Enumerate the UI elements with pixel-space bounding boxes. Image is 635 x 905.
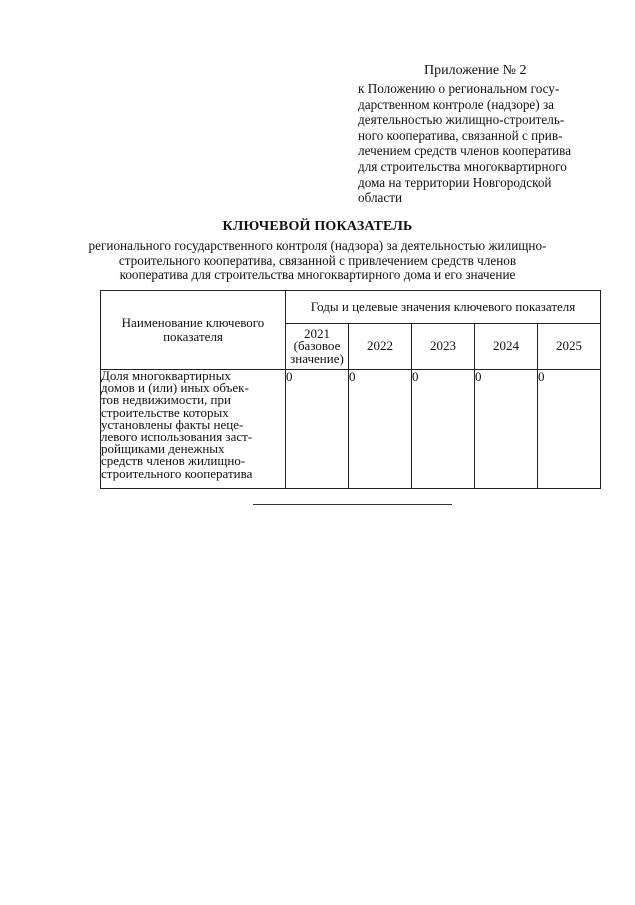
appendix-line: к Положению о региональном госу- (358, 81, 560, 96)
value-2022: 0 (349, 370, 412, 489)
appendix-line: ного кооператива, связанной с прив- (358, 127, 563, 143)
key-indicator-table (100, 290, 601, 489)
year-header-2025: 2025 (538, 324, 601, 370)
indicator-name-line: установлены факты неце- (101, 416, 244, 432)
document-title: КЛЮЧЕВОЙ ПОКАЗАТЕЛЬ (222, 219, 413, 234)
indicator-name-line: средств членов жилищно- (101, 453, 246, 469)
value-2023: 0 (412, 370, 475, 489)
table-row (101, 370, 601, 489)
appendix-line: для строительства многоквартирного (358, 158, 567, 174)
year-header-2024: 2024 (475, 324, 538, 370)
base-year-note: (базовое (293, 338, 341, 354)
subtitle-line: регионального государственного контроля (надзора) за деятельностью жилищно- (88, 238, 547, 253)
year-header-2022: 2022 (349, 324, 412, 370)
value-2025: 0 (538, 370, 601, 489)
indicator-name-line: строительного кооператива (101, 465, 253, 481)
years-group-header: Годы и целевые значения ключевого показателя (286, 291, 601, 324)
appendix-line: деятельностью жилищно-строитель- (358, 112, 565, 128)
appendix-line: дома на территории Новгородской (358, 174, 552, 190)
appendix-line: лечением средств членов кооператива (358, 143, 572, 159)
appendix-line: дарственном контроле (надзоре) за (358, 96, 555, 112)
indicator-name-line: левого использования заст- (101, 429, 253, 445)
indicator-name-line: ройщиками денежных (101, 441, 225, 457)
indicator-name-line: тов недвижимости, при (101, 392, 231, 408)
indicator-name-line: домов и (или) иных объек- (101, 380, 249, 396)
year-header-2023: 2023 (412, 324, 475, 370)
indicator-name-cell (101, 370, 286, 489)
document-subtitle (0, 239, 635, 283)
indicator-name-header: Наименование ключевого показателя (101, 291, 286, 370)
subtitle-line: кооператива для строительства многоквартирного дома и его значение (119, 267, 516, 282)
base-year-note: значение) (290, 350, 344, 366)
base-year-header (286, 324, 349, 370)
base-year: 2021 (304, 325, 330, 341)
table-header-row (101, 291, 601, 324)
indicator-name-line: Доля многоквартирных (101, 368, 231, 383)
appendix-number: Приложение № 2 (424, 63, 527, 78)
value-2024: 0 (475, 370, 538, 489)
subtitle-line: строительного кооператива, связанной с привлечением средств членов (118, 252, 517, 268)
value-2021: 0 (286, 370, 349, 489)
appendix-reference (358, 81, 598, 206)
indicator-name-line: строительстве которых (101, 404, 229, 420)
closing-divider (253, 504, 452, 505)
appendix-line: области (358, 190, 403, 206)
